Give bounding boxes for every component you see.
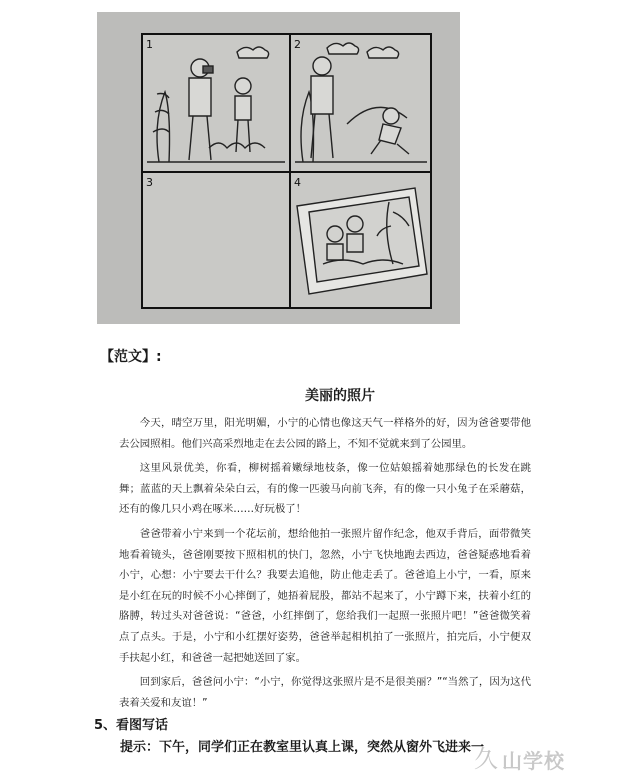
essay-body — [119, 413, 531, 717]
picture-story-grid — [97, 12, 460, 324]
essay-paragraph: 今天，晴空万里，阳光明媚，小宁的心情也像这天气一样格外的好，因为爸爸要带他去公园照相。他们兴高采烈地走在去公园的路上，不知不觉就来到了公园里。 — [119, 417, 531, 450]
hint-text: 提示：下午，同学们正在教室里认真上课，突然从窗外飞进来一 — [120, 740, 485, 755]
essay-paragraph: 回到家后，爸爸问小宁：“小宁，你觉得这张照片是不是很美丽？”“当然了，因为这代表着关爱和友谊！” — [119, 676, 531, 709]
watermark-text: 山学校 — [502, 748, 565, 773]
essay-paragraph: 这里风景优美，你看，柳树摇着嫩绿地枝条，像一位姑娘摇着她那绿色的长发在跳舞；蓝蓝的天上飘着朵朵白云，有的像一匹骏马向前飞奔，有的像一只小兔子在采蘑菇，还有的像几只小鸡在啄米……好玩极了！ — [119, 462, 531, 516]
site-watermark — [474, 744, 624, 774]
panel-number-2: 2 — [294, 38, 301, 51]
illustration-photo — [97, 12, 460, 324]
watermark-logo-icon: 久 — [474, 745, 498, 773]
panel-number-1: 1 — [146, 38, 153, 51]
essay-paragraph: 爸爸带着小宁来到一个花坛前，想给他拍一张照片留作纪念，他双手背后，面带微笑地看着镜头，爸爸刚要按下照相机的快门，忽然，小宁飞快地跑去西边，爸爸疑惑地看着小宁，心想：小宁要去干什么？我要去追他，防止他走丢了。爸爸追上小宁，一看，原来是小红在玩的时候不小心摔倒了，她捂着屁股，都站不起来了，小宁蹲下来，扶着小红的胳膊，转过头对爸爸说：“爸爸，小红摔倒了，您给我们一起照一张照片吧！”爸爸微笑着点了点头。于是，小宁和小红摆好姿势，爸爸举起相机拍了一张照片，拍完后，小宁便双手扶起小红，和爸爸一起把她送回了家。 — [119, 527, 531, 664]
section-title: 5、看图写话 — [94, 718, 169, 733]
essay-heading: 【范文】: — [100, 349, 162, 365]
panel-number-3: 3 — [146, 176, 153, 189]
essay-title: 美丽的照片 — [305, 388, 375, 404]
panel-number-4: 4 — [294, 176, 301, 189]
